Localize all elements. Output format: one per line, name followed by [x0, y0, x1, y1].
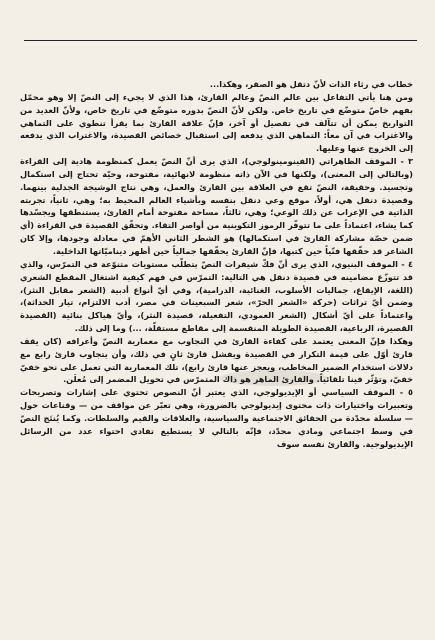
paragraph-4: ٤ - الموقف البنيوي، الذي يرى أنّ فكّ شيفرات النصّ يتطلّب مستويات متنوّعة في التمرّس، والذي قد تتوزّع مضامينه في قصيدة دنقل هي التالية: التمرّس في فهم كيفية اشتغال المقطع الشعري (اللغة، الإيقاع، جماليات الأسلوب، الغنائية، الدرامية)، وفي أيّ أنواع أدبية (الشعر مقابل النثر)، وضمن أيّ تراثات (حركة «الشعر الحرّ»، شعر السبعينات في مصر، أدب الالتزام، تيار الحداثة)، واعتماداً على أيّ أشكال (الشعر العمودي، التفعيلة، قصيدة النثر)، وأيّ هياكل بنائية (القصيدة القصيرة، الرباعية، القصيدة الطويلة المنقسمة إلى مقاطع مستقلّة، ...) وما إلى ذلك. — [20, 258, 413, 334]
paragraph-3: ٣ - الموقف الظاهراتي (الفينومينولوجي)، الذي يرى أنّ النصّ يعمل كمنظومة هادية إلى القراءة (وبالتالي إلى المعنى)، ولكنها في الآن ذاته منظومة لانهائية، مفتوحة، وحيّة تحتاج إلى استكمال وتجسيد. وحقيقة، النصّ تقع في العلاقة بين القارئ والعمل، وهي نتاج الوشيجة الجدلية بينهما. وقصيدة دنقل هي، أولاً، موقع وعي دنقل بنفسه وبأشياء العالم المحيط به؛ وهي، ثانياً، تجربته الذاتية في الإعراب عن ذلك الوعي؛ وهي، ثالثاً، مساحة مفتوحة أمام القارئ، يستنطقها ويجسّدها كما يشاء، اعتماداً على ما تتوفّر الرموز التكوينية من أواصر التقاء. وتحقّق القصيدة في القراءة (أي ضمن حصّة مشاركة القارئ في استكمالها) هو الشطر الثاني الأهمّ في معادلة وجودها، وإلا كان الشاعر قد حقّقها فنّياً حين كتبها، فإنّ القارئ يحقّقها جمالياً حين أظهر ديناميّاتها الداخلية. — [20, 156, 413, 256]
paragraph-5: وهكذا فإنّ المعنى يعتمد على كفاءة القارئ في التجاوب مع معمارية النصّ وأعرافه (كان يقف قارئ أوّل على قيمة التكرار في القصيدة ويفشل قارئ ثانٍ في ذلك، وأن يتجاوب قارئ رابع مع دلالات استخدام الضمير المخاطب، ويعجز عنها قارئ رابع)، تلك المعمارية التي تعمل على نحو خفيّ خفيّ، وتؤثّر فينا تلقائياً. والقارئ الماهر هو ذاك المتمرّس في تحويل المضمر إلى مُعلَن. — [20, 335, 413, 385]
paragraph-6: ٥ - الموقف السياسي أو الإيديولوجي، الذي يعتبر أنّ النصوص تحتوي على إشارات وتصريحات وتعبيرات واختيارات ذات محتوى إيديولوجي بالضرورة، وهي تعبّر عن مواقف من — وقناعات حول — سلسلة محدّدة من الحقائق الاجتماعية والسياسية، والعلاقات والقيم والسلطات. وكما يُنتَج النصّ في وسط اجتماعي ومادي محدّد، فإنّه بالتالي لا يستطيع تفادي احتواء عدد من الرسائل الإيديولوجية. والقارئ نفسه سوف — [20, 387, 413, 449]
paragraph-1: خطاب في رثاء الذات لأنّ دتقل هو الصقر، وهكذا... — [209, 79, 413, 89]
paragraph-2: ومن هنا يأتي التفاعل بين عالم النصّ وعالم القارئ، هذا الذي لا يجيء إلى النصّ إلا وهو محمّل بفهم خاصّ متوضّع في تاريخ خاص. ولكن لأنّ النصّ بدوره متوضّع في تاريخ خاص، ولأنّ العديد من التواريخ يمكن أن تتآلف في تفصيل أو آخر، فإنّ علاقة القارئ بما يقرأ تنطوي على التماهي والاغتراب في آن معاً: التماهي الذي يدفعه إلى استقبال خصائص القصيدة، والاغتراب الذي يدفعه إلى الخروج عنها وعليها. — [20, 91, 413, 154]
header-rule — [24, 40, 417, 41]
body-text — [20, 78, 413, 450]
